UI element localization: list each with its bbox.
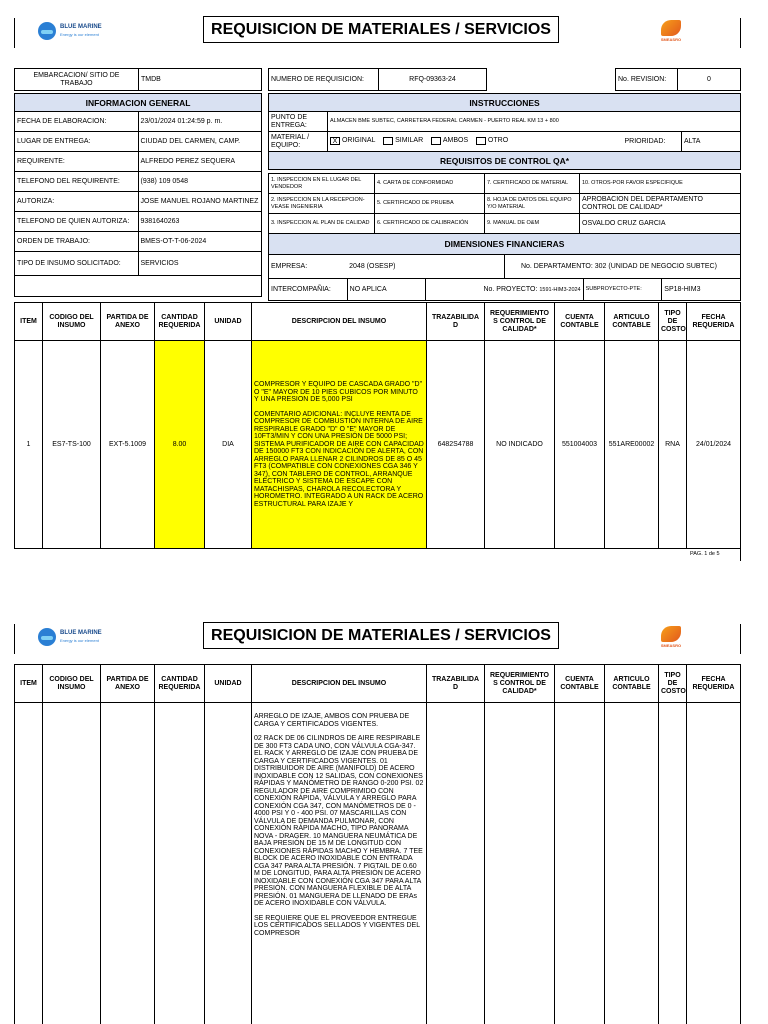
col-cuenta: CUENTA CONTABLE — [555, 665, 605, 703]
qa-item: 5. CERTIFICADO DE PRUEBA — [375, 194, 485, 214]
qa-item: 7. CERTIFICADO DE MATERIAL — [485, 174, 580, 194]
punto-entrega-label: PUNTO DE ENTREGA: — [269, 112, 328, 132]
col-trazabilidad: TRAZABILIDA D — [427, 665, 485, 703]
informacion-general-title: INFORMACION GENERAL — [15, 94, 262, 112]
qa-approval-label: APROBACION DEL DEPARTAMENTO CONTROL DE CALIDAD* — [580, 194, 741, 214]
item-descripcion-p1: COMPRESOR Y EQUIPO DE CASCADA GRADO "D" O "E" MAYOR DE 10 PIES CUBICOS POR MINUTO Y UNA PRESION DE 5,000 PSI — [254, 381, 423, 403]
revision-label: No. REVISION: — [616, 69, 678, 91]
material-label: MATERIAL / EQUIPO: — [269, 132, 328, 152]
logo-left-tagline: Energy is our element — [60, 32, 99, 37]
col-unidad: UNIDAD — [205, 303, 252, 341]
embarcacion-label: EMBARCACION/ SITIO DE TRABAJO — [15, 69, 139, 91]
blue-marine-logo — [38, 628, 102, 646]
col-descripcion: DESCRIPCION DEL INSUMO — [252, 303, 427, 341]
general-value: SERVICIOS — [138, 252, 262, 276]
col-partida: PARTIDA DE ANEXO — [101, 665, 155, 703]
intercompania-label: INTERCOMPAÑIA: — [269, 279, 348, 301]
col-tipo: TIPO DE COSTO — [659, 665, 687, 703]
header-right-rule — [740, 18, 741, 48]
proyecto-value: 1591-HIM3-2024 — [539, 286, 581, 293]
instrucciones-table — [268, 93, 741, 170]
general-label: TELEFONO DEL REQUIRENTE: — [15, 172, 139, 192]
col-descripcion: DESCRIPCION DEL INSUMO — [252, 665, 427, 703]
col-fecha: FECHA REQUERIDA — [687, 665, 741, 703]
page-end-rule — [740, 549, 741, 561]
embarcacion-value: TMDB — [139, 69, 262, 91]
original-option: ORIGINAL — [341, 137, 376, 145]
logo-left-name: BLUE MARINE — [60, 24, 102, 30]
departamento-value: 302 (UNIDAD DE NEGOCIO SUBTEC) — [594, 262, 717, 270]
ambos-option: AMBOS — [442, 137, 469, 145]
general-value: ALFREDO PEREZ SEQUERA — [138, 152, 262, 172]
header-left-rule — [14, 18, 15, 48]
col-fecha: FECHA REQUERIDA — [687, 303, 741, 341]
requisicion-number-table — [268, 68, 741, 91]
similar-checkbox[interactable] — [383, 137, 393, 145]
continued-descripcion-p3: SE REQUIERE QUE EL PROVEEDOR ENTREGUE LOS CERTIFICADOS SELLADOS Y VIGENTES DEL COMPRESOR — [254, 914, 420, 937]
logo-left-name: BLUE MARINE — [60, 630, 102, 636]
items-table — [14, 302, 741, 549]
general-label: REQUIRENTE: — [15, 152, 139, 172]
item-descripcion — [252, 341, 427, 549]
instrucciones-title: INSTRUCCIONES — [269, 94, 741, 112]
intercompania-value: NO APLICA — [347, 279, 426, 301]
header-right-rule — [740, 624, 741, 654]
col-requerimiento: REQUERIMIENTO S CONTROL DE CALIDAD* — [485, 303, 555, 341]
flame-logo-icon — [661, 20, 681, 36]
blue-marine-logo-icon — [38, 628, 56, 646]
item-requerimiento: NO INDICADO — [485, 341, 555, 549]
item-trazabilidad: 6482S4788 — [427, 341, 485, 549]
blue-marine-logo — [38, 22, 102, 40]
item-unidad: DIA — [205, 341, 252, 549]
prioridad-label: PRIORIDAD: — [623, 132, 682, 152]
otro-option: OTRO — [487, 137, 509, 145]
proyecto-label: No. PROYECTO: — [483, 285, 538, 293]
col-cantidad: CANTIDAD REQUERIDA — [155, 303, 205, 341]
qa-item: 10. OTROS-POR FAVOR ESPECIFIQUE — [580, 174, 741, 194]
subproyecto-value: SP18-HIM3 — [662, 279, 741, 301]
general-label: FECHA DE ELABORACION: — [15, 112, 139, 132]
items-table-continued — [14, 664, 741, 1024]
embarcacion-table — [14, 68, 262, 91]
numero-value: RFQ-09363-24 — [379, 69, 487, 91]
general-value: JOSE MANUEL ROJANO MARTINEZ — [138, 192, 262, 212]
prioridad-value: ALTA — [682, 132, 741, 152]
item-tipo: RNA — [659, 341, 687, 549]
qa-approver-name: OSVALDO CRUZ GARCIA — [580, 214, 741, 234]
item-fecha: 24/01/2024 — [687, 341, 741, 549]
page-title: REQUISICION DE MATERIALES / SERVICIOS — [203, 16, 559, 43]
smeasro-logo — [656, 16, 686, 46]
col-tipo: TIPO DE COSTO — [659, 303, 687, 341]
col-partida: PARTIDA DE ANEXO — [101, 303, 155, 341]
item-partida: EXT-5.1009 — [101, 341, 155, 549]
flame-logo-icon — [661, 626, 681, 642]
qa-item: 3. INSPECCION AL PLAN DE CALIDAD — [269, 214, 375, 234]
empresa-label: EMPRESA: — [269, 255, 348, 279]
qa-item: 2. INSPECCION EN LA RECEPCION-VEASE INGENIERIA — [269, 194, 375, 214]
col-unidad: UNIDAD — [205, 665, 252, 703]
numero-label: NUMERO DE REQUISICION: — [269, 69, 379, 91]
continued-descripcion-p2: 02 RACK DE 06 CILINDROS DE AIRE RESPIRABLE DE 300 FT3 CADA UNO, CON VÁLVULA CGA-347. EL RACK Y ARREGLO DE IZAJE CON PRUEBA DE CARGA Y CERTIFICADOS VIGENTES. 01 DISTRIBUIDOR DE AIRE (MANIFOLD) DE ACERO INOXIDABLE CON 12 SALIDAS, CON CONEXIONES RÁPIDAS Y MANÓMETRO DE RANGO 0-200 PSI. 02 REGULADOR DE AIRE COMPRIMIDO CON CONEXIÓN RÁPIDA, VÁLVULA Y ARREGLO PARA CONEXIÓN CGA 347, CON MANÓMETROS DE 0 - 4000 PSI Y 0 - 400 PSI. 07 MASCARILLAS CON VÁLVULA DE DEMANDA PULMONAR, CON CONEXIÓN RÁPIDA MACHO, TIPO PANORAMA NOVA - DRAGER. 10 MANGUERA NEUMÁTICA DE BAJA PRESIÓN DE 15 M DE LONGITUD CON CONEXIONES RÁPIDAS MACHO Y HEMBRA. 7 TEE BLOCK DE ACERO INOXIDABLE CON ENTRADA CGA 347 PARA ALTA PRESIÓN. 7 PIGTAIL DE 0.60 M DE LONGITUD, PARA ALTA PRESIÓN DE ACERO INOXIDABLE CON CONEXIÓN CGA 347 PARA ALTA PRESIÓN. CON MANGUERA FLEXIBLE DE ALTA PRESIÓN. 01 MANGUERA DE LLENADO DE ERAs DE ACERO INOXIDABLE CON VÁLVULA. — [254, 735, 424, 907]
subproyecto-label: SUBPROYECTO-PTE: — [583, 279, 662, 301]
col-articulo: ARTICULO CONTABLE — [605, 665, 659, 703]
similar-option: SIMILAR — [395, 137, 424, 145]
item-descripcion-continued — [252, 703, 427, 1024]
item-number: 1 — [15, 341, 43, 549]
item-descripcion-p2: COMENTARIO ADICIONAL: INCLUYE RENTA DE COMPRESOR DE COMBUSTIÓN INTERNA DE AIRE RESPIRABLE GRADO "D" O "E" MAYOR DE 10FT3/MIN Y CON UNA PRESIÓN DE 5000 PSI; SISTEMA PURIFICADOR DE AIRE CON CAPACIDAD DE 150000 FT3 CON INDICACIÓN DE ALERTA, CON ARREGLO PARA LLENAR 2 CILINDROS DE 85 O 45 FT3 (COMPATIBLE CON CONEXIONES CGA 346 Y 347), CON TABLERO DE CONTROL, ARRANQUE ELÉCTRICO Y SISTEMA DE ESCAPE CON MATACHISPAS, CHAROLA RECOLECTORA Y HOROMETRO. INTEGRADO A UN RACK DE ACERO ESTRUCTURAL PARA IZAJE Y — [254, 410, 424, 508]
col-trazabilidad: TRAZABILIDA D — [427, 303, 485, 341]
ambos-checkbox[interactable] — [431, 137, 441, 145]
empresa-value: 2048 (OSESP) — [347, 255, 504, 279]
original-checkbox[interactable]: X — [330, 137, 340, 145]
page-number: PAG. 1 de 5 — [690, 551, 720, 557]
blue-marine-logo-icon — [38, 22, 56, 40]
financieras-title: DIMENSIONES FINANCIERAS — [269, 234, 741, 255]
header-left-rule — [14, 624, 15, 654]
revision-value: 0 — [678, 69, 741, 91]
qa-item: 9. MANUAL DE O&M — [485, 214, 580, 234]
general-label: LUGAR DE ENTREGA: — [15, 132, 139, 152]
general-value: BMES-OT-T-06-2024 — [138, 232, 262, 252]
informacion-general-table — [14, 93, 262, 297]
general-label: AUTORIZA: — [15, 192, 139, 212]
item-codigo: ES7-TS-100 — [43, 341, 101, 549]
item-articulo: 551ARE00002 — [605, 341, 659, 549]
col-requerimiento: REQUERIMIENTO S CONTROL DE CALIDAD* — [485, 665, 555, 703]
logo-right-name: SMEASRO — [660, 643, 682, 648]
col-codigo: CODIGO DEL INSUMO — [43, 665, 101, 703]
qa-item: 6. CERTIFICADO DE CALIBRACIÓN — [375, 214, 485, 234]
col-item: ITEM — [15, 303, 43, 341]
col-cuenta: CUENTA CONTABLE — [555, 303, 605, 341]
item-cantidad: 8.00 — [155, 341, 205, 549]
page-title: REQUISICION DE MATERIALES / SERVICIOS — [203, 622, 559, 649]
qa-title: REQUISITOS DE CONTROL QA* — [269, 152, 741, 170]
qa-item: 8. HOJA DE DATOS DEL EQUIPO Y/O MATERIAL — [485, 194, 580, 214]
qa-table — [268, 173, 741, 234]
general-label: ORDEN DE TRABAJO: — [15, 232, 139, 252]
smeasro-logo — [656, 622, 686, 652]
table-row — [15, 341, 741, 549]
general-value: CIUDAD DEL CARMEN, CAMP. — [138, 132, 262, 152]
general-label: TELEFONO DE QUIEN AUTORIZA: — [15, 212, 139, 232]
punto-entrega-value: ALMACEN BME SUBTEC, CARRETERA FEDERAL CARMEN - PUERTO REAL KM 13 + 800 — [328, 112, 741, 132]
qa-item: 4. CARTA DE CONFORMIDAD — [375, 174, 485, 194]
general-value: (938) 109 0548 — [138, 172, 262, 192]
logo-right-name: SMEASRO — [660, 37, 682, 42]
general-label: TIPO DE INSUMO SOLICITADO: — [15, 252, 139, 276]
departamento-label: No. DEPARTAMENTO: — [520, 262, 593, 270]
col-codigo: CODIGO DEL INSUMO — [43, 303, 101, 341]
logo-left-tagline: Energy is our element — [60, 638, 99, 643]
general-value: 9381640263 — [138, 212, 262, 232]
financieras-table — [268, 233, 741, 301]
table-row — [15, 703, 741, 1024]
general-value: 23/01/2024 01:24:59 p. m. — [138, 112, 262, 132]
col-cantidad: CANTIDAD REQUERIDA — [155, 665, 205, 703]
col-item: ITEM — [15, 665, 43, 703]
col-articulo: ARTICULO CONTABLE — [605, 303, 659, 341]
item-cuenta: 551004003 — [555, 341, 605, 549]
continued-descripcion-p1: ARREGLO DE IZAJE, AMBOS CON PRUEBA DE CARGA Y CERTIFICADOS VIGENTES. — [254, 713, 410, 728]
otro-checkbox[interactable] — [476, 137, 486, 145]
qa-item: 1. INSPECCION EN EL LUGAR DEL VENDEDOR — [269, 174, 375, 194]
